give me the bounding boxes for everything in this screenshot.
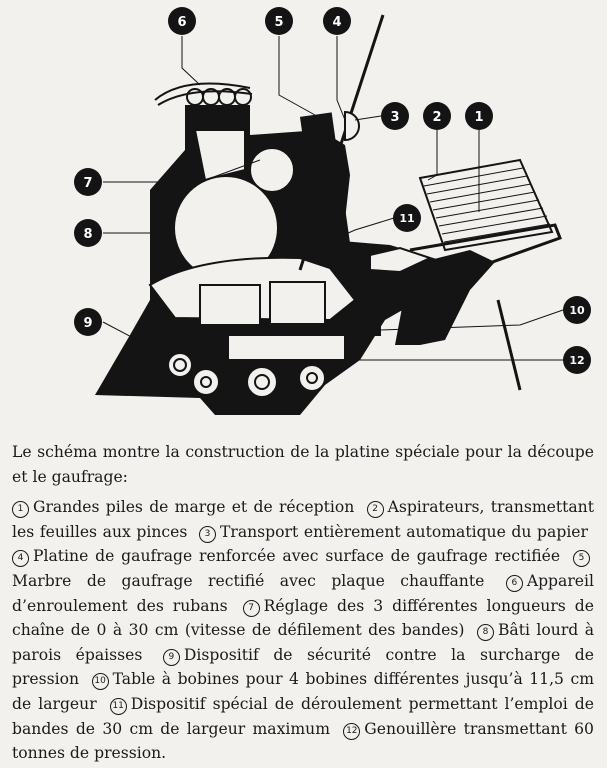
legend-number-11: 11 bbox=[110, 698, 127, 715]
callout-3 bbox=[381, 102, 409, 130]
legend-item-3 bbox=[199, 523, 588, 541]
legend-text-5: Marbre de gaufrage rectifié avec plaque chauffante bbox=[12, 571, 485, 590]
legend-number-4: 4 bbox=[12, 550, 29, 567]
legend-text-6: Appareil d’enroulement des rubans bbox=[12, 571, 594, 615]
legend-text-10: Table à bobines pour 4 bobines différentes jusqu’à 11,5 cm de largeur bbox=[12, 670, 594, 713]
legend-text-12: Genouillère transmettant 60 tonnes de pression. bbox=[12, 719, 594, 763]
legend-text-11: Dispositif spécial de déroulement permettant l’emploi de bandes de 30 cm de largeur maximum bbox=[12, 694, 594, 738]
callout-11-label: 11 bbox=[399, 212, 415, 225]
legend-text-3: Transport entièrement automatique du papier bbox=[219, 522, 588, 541]
callout-5-label: 5 bbox=[274, 15, 284, 30]
callout-1-label: 1 bbox=[474, 110, 484, 125]
legend-text-7: Réglage des 3 différentes longueurs de chaîne de 0 à 30 cm (vitesse de défilement des bandes) bbox=[12, 596, 594, 640]
callout-1 bbox=[465, 102, 493, 130]
legend-number-6: 6 bbox=[506, 575, 523, 592]
callout-7 bbox=[74, 168, 102, 196]
callout-7-label: 7 bbox=[83, 176, 93, 191]
callout-12 bbox=[563, 346, 591, 374]
legend-number-5: 5 bbox=[573, 550, 590, 567]
callout-2 bbox=[423, 102, 451, 130]
legend-number-2: 2 bbox=[367, 501, 384, 518]
callout-12-label: 12 bbox=[569, 354, 585, 367]
callout-2-label: 2 bbox=[432, 110, 442, 125]
legend-number-3: 3 bbox=[199, 526, 216, 543]
legend-number-1: 1 bbox=[12, 501, 29, 518]
legend-number-9: 9 bbox=[163, 649, 180, 666]
legend-text-1: Grandes piles de marge et de réception bbox=[33, 498, 355, 517]
legend-text-8: Bâti lourd à parois épaisses bbox=[12, 621, 595, 664]
legend-text-4: Platine de gaufrage renforcée avec surface de gaufrage rectifiée bbox=[33, 547, 561, 566]
callout-9-label: 9 bbox=[83, 316, 93, 331]
callout-8 bbox=[74, 219, 102, 247]
legend-number-7: 7 bbox=[243, 600, 260, 617]
callout-11 bbox=[393, 204, 421, 232]
callout-6 bbox=[168, 7, 196, 35]
callout-10 bbox=[563, 296, 591, 324]
callout-4 bbox=[323, 7, 351, 35]
ribbon-rolls bbox=[155, 84, 252, 105]
caption-intro: Le schéma montre la construction de la platine spéciale pour la découpe et le gaufrage: bbox=[12, 443, 594, 486]
legend-text-2: Aspirateurs, transmettant les feuilles aux pinces bbox=[12, 498, 594, 541]
callout-4-label: 4 bbox=[332, 15, 342, 30]
callout-6-label: 6 bbox=[177, 15, 187, 30]
legend-item-1 bbox=[12, 498, 354, 516]
callout-8-label: 8 bbox=[83, 227, 93, 242]
legend-number-8: 8 bbox=[477, 624, 494, 641]
callout-10-label: 10 bbox=[569, 304, 585, 317]
diagram-caption bbox=[12, 440, 594, 766]
callout-5 bbox=[265, 7, 293, 35]
caption-legend bbox=[12, 495, 594, 766]
vertical-platen bbox=[300, 15, 383, 270]
legend-number-12: 12 bbox=[343, 723, 360, 740]
callout-3-label: 3 bbox=[390, 110, 400, 125]
legend-text-9: Dispositif de sécurité contre la surcharge de pression bbox=[12, 645, 594, 689]
legend-number-10: 10 bbox=[92, 673, 109, 690]
callout-9 bbox=[74, 308, 102, 336]
legend-item-4 bbox=[12, 547, 560, 565]
